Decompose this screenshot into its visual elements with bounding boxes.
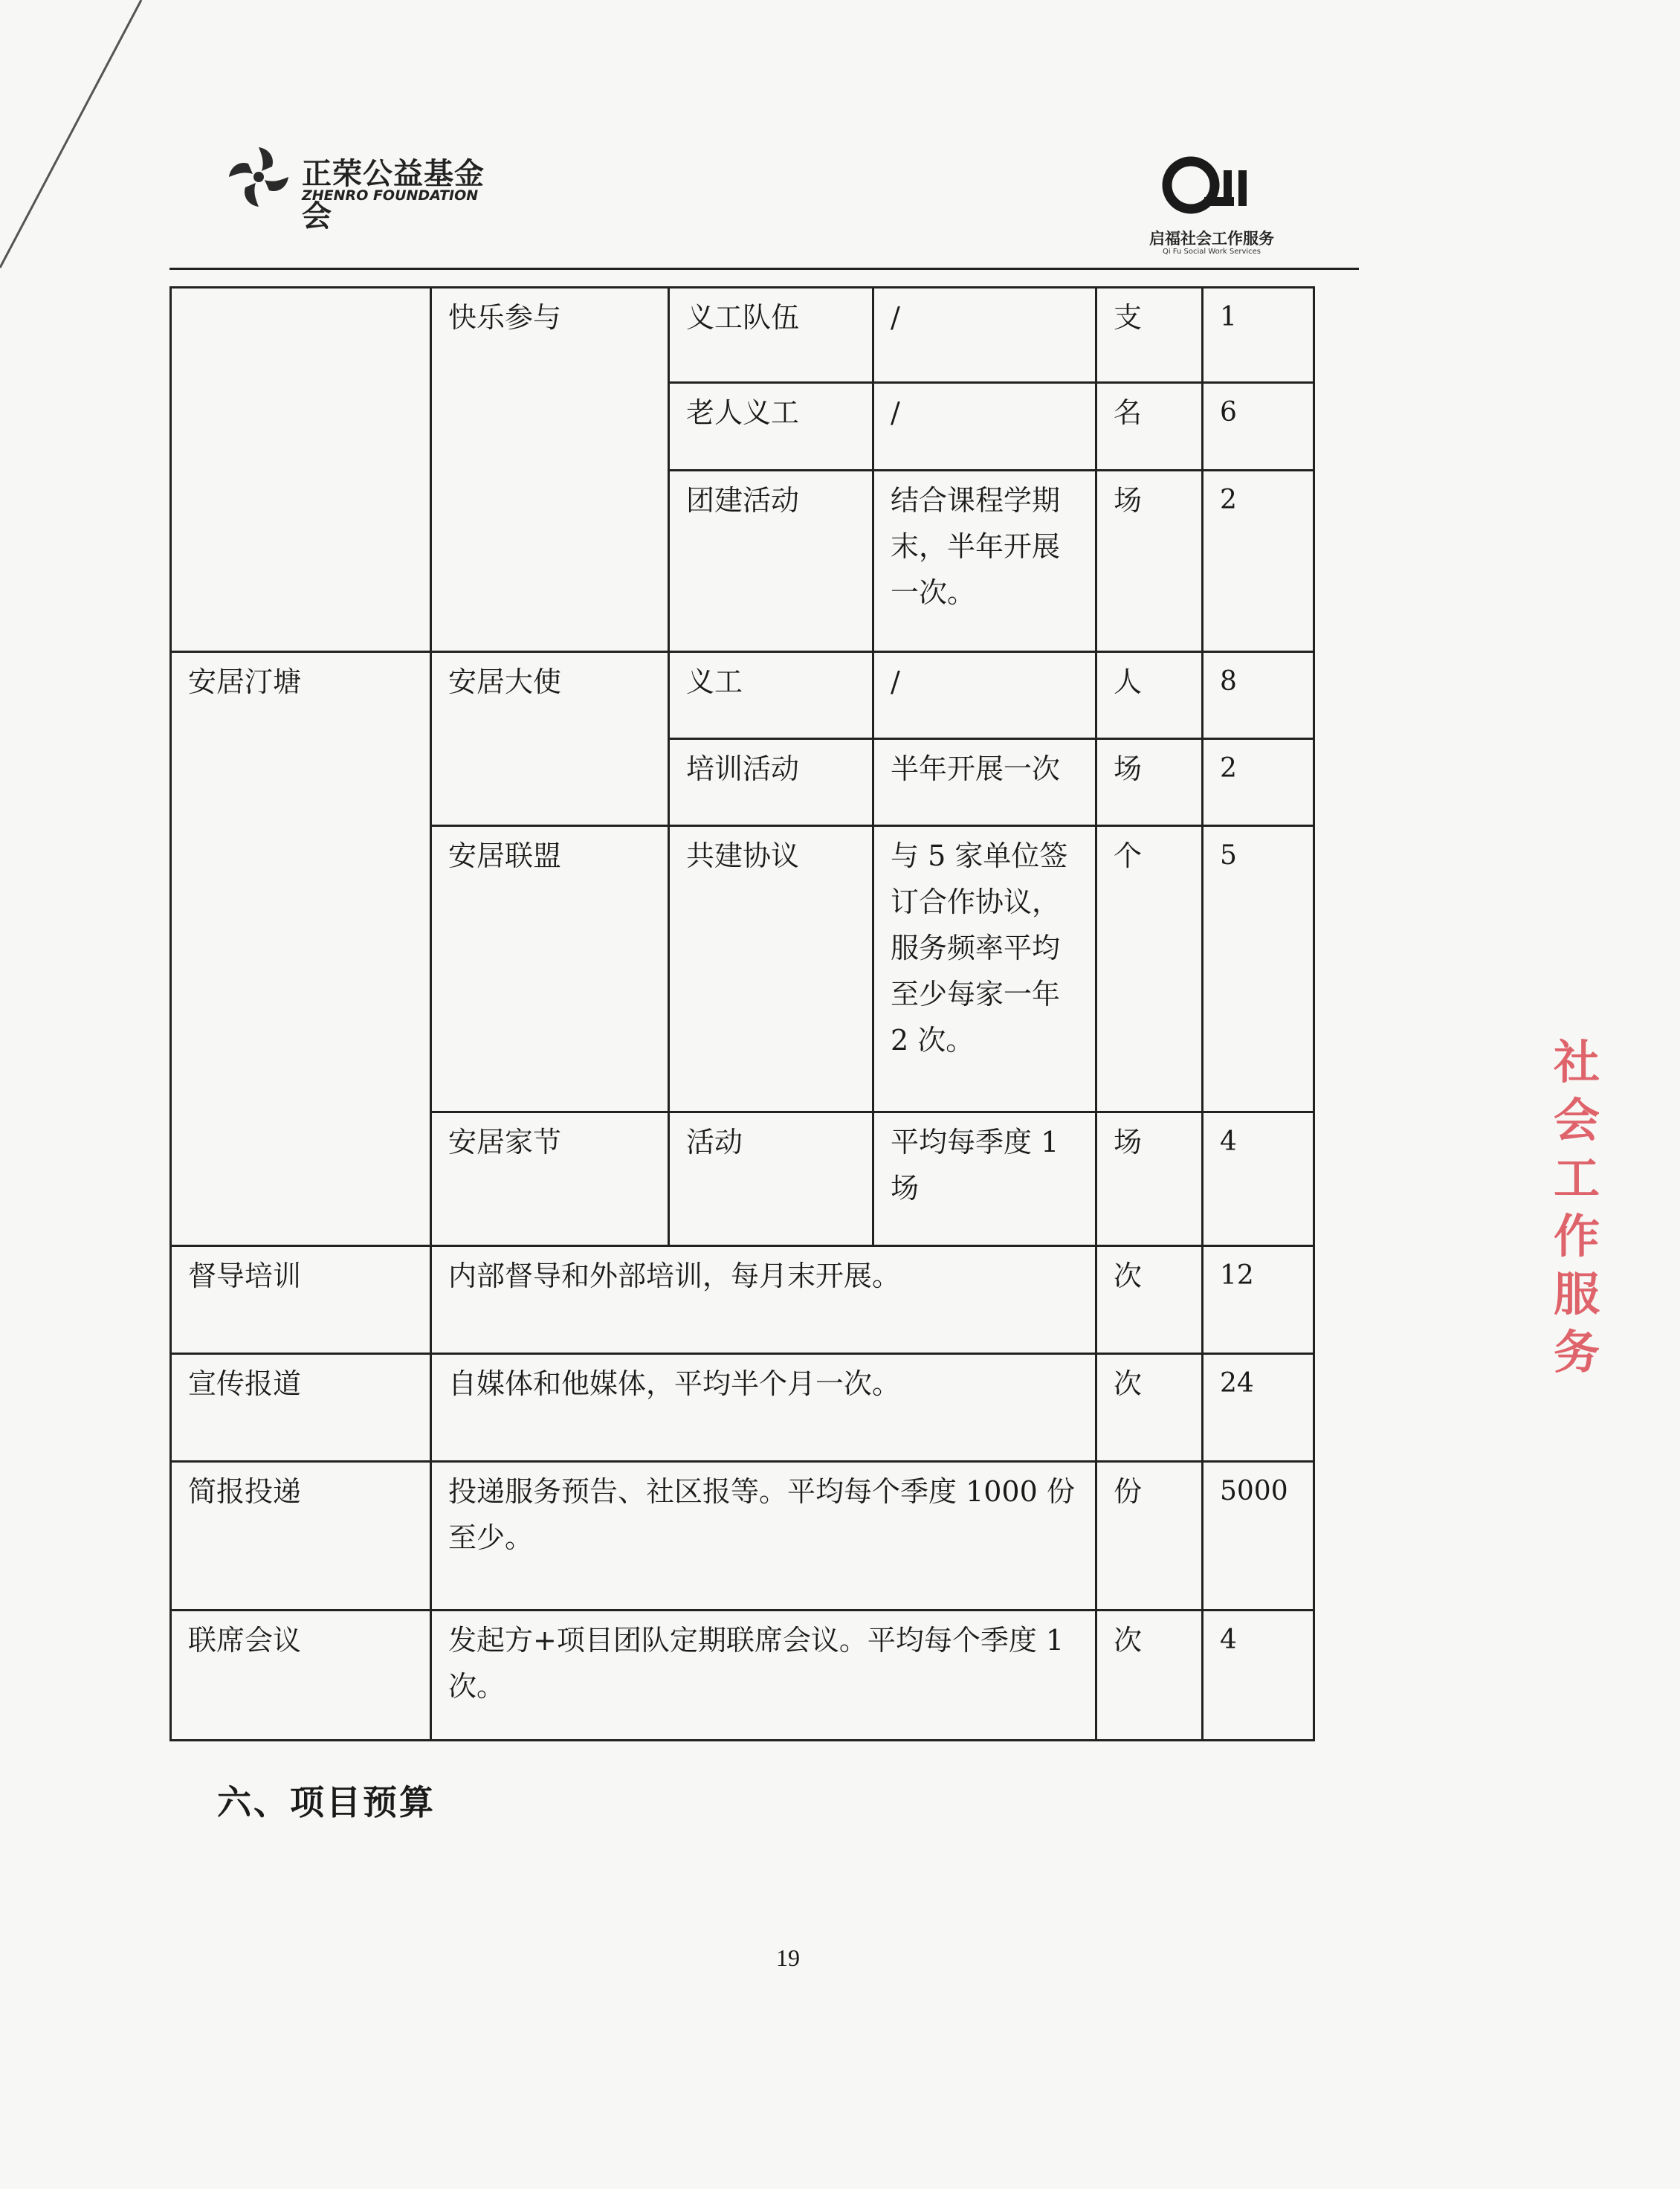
item-cell: 老人义工 — [669, 383, 873, 471]
quantity-cell: 1 — [1203, 288, 1314, 383]
quantity-cell: 2 — [1203, 739, 1314, 826]
zhenro-foundation-name-en: ZHENRO FOUNDATION — [302, 187, 479, 204]
quantity-cell: 2 — [1203, 471, 1314, 652]
unit-cell: 名 — [1096, 383, 1203, 471]
qifu-mark-icon — [1160, 152, 1264, 223]
unit-cell: 次 — [1096, 1611, 1203, 1741]
scan-edge-line — [0, 0, 171, 283]
section-heading: 六、项目预算 — [217, 1782, 436, 1822]
unit-cell: 次 — [1096, 1354, 1203, 1462]
red-seal-stamp — [1531, 1019, 1680, 1762]
description-cell: 平均每季度 1 场 — [873, 1112, 1096, 1246]
project-activity-table — [169, 286, 1315, 1741]
pinwheel-logo-icon — [223, 141, 294, 213]
description-cell: 与 5 家单位签订合作协议，服务频率平均至少每家一年 2 次。 — [873, 826, 1096, 1112]
quantity-cell: 12 — [1203, 1246, 1314, 1354]
content-cell: 自媒体和他媒体，平均半个月一次。 — [431, 1354, 1096, 1462]
unit-cell: 个 — [1096, 826, 1203, 1112]
unit-cell: 场 — [1096, 739, 1203, 826]
unit-cell: 支 — [1096, 288, 1203, 383]
quantity-cell: 5000 — [1203, 1462, 1314, 1611]
qifu-name-en: Qi Fu Social Work Services — [1162, 248, 1261, 256]
quantity-cell: 4 — [1203, 1611, 1314, 1741]
quantity-cell: 8 — [1203, 652, 1314, 739]
qifu-name-cn: 启福社会工作服务 — [1149, 230, 1274, 248]
content-cell: 内部督导和外部培训，每月末开展。 — [431, 1246, 1096, 1354]
table-row — [171, 1246, 1314, 1354]
content-cell: 发起方+项目团队定期联席会议。平均每个季度 1 次。 — [431, 1611, 1096, 1741]
unit-cell: 场 — [1096, 1112, 1203, 1246]
category-cell: 宣传报道 — [171, 1354, 431, 1462]
item-cell: 培训活动 — [669, 739, 873, 826]
table-row — [171, 1611, 1314, 1741]
category-cell: 安居汀塘 — [171, 652, 431, 1246]
table-row — [171, 1462, 1314, 1611]
category-cell: 简报投递 — [171, 1462, 431, 1611]
description-cell: / — [873, 652, 1096, 739]
zhenro-foundation-logo — [223, 141, 491, 233]
quantity-cell: 4 — [1203, 1112, 1314, 1246]
quantity-cell: 24 — [1203, 1354, 1314, 1462]
description-cell: 结合课程学期末，半年开展一次。 — [873, 471, 1096, 652]
item-cell: 义工队伍 — [669, 288, 873, 383]
unit-cell: 人 — [1096, 652, 1203, 739]
subcategory-cell: 安居家节 — [431, 1112, 669, 1246]
quantity-cell: 5 — [1203, 826, 1314, 1112]
unit-cell: 次 — [1096, 1246, 1203, 1354]
page-number: 19 — [776, 1944, 800, 1971]
qifu-social-work-logo — [1137, 152, 1286, 264]
table-row — [171, 288, 1314, 383]
zhenro-foundation-name-cn: 正荣公益基金会 — [302, 157, 485, 233]
stamp-text: 社会工作服务 — [1554, 1035, 1600, 1379]
item-cell: 义工 — [669, 652, 873, 739]
subcategory-cell: 快乐参与 — [431, 288, 669, 652]
description-cell: 半年开展一次 — [873, 739, 1096, 826]
subcategory-cell: 安居联盟 — [431, 826, 669, 1112]
unit-cell: 份 — [1096, 1462, 1203, 1611]
item-cell: 团建活动 — [669, 471, 873, 652]
table-row — [171, 1354, 1314, 1462]
item-cell: 共建协议 — [669, 826, 873, 1112]
item-cell: 活动 — [669, 1112, 873, 1246]
description-cell: / — [873, 288, 1096, 383]
content-cell: 投递服务预告、社区报等。平均每个季度 1000 份至少。 — [431, 1462, 1096, 1611]
unit-cell: 场 — [1096, 471, 1203, 652]
category-cell — [171, 288, 431, 652]
category-cell: 联席会议 — [171, 1611, 431, 1741]
category-cell: 督导培训 — [171, 1246, 431, 1354]
table-row — [171, 652, 1314, 739]
header-rule — [169, 268, 1359, 270]
description-cell: / — [873, 383, 1096, 471]
subcategory-cell: 安居大使 — [431, 652, 669, 826]
quantity-cell: 6 — [1203, 383, 1314, 471]
